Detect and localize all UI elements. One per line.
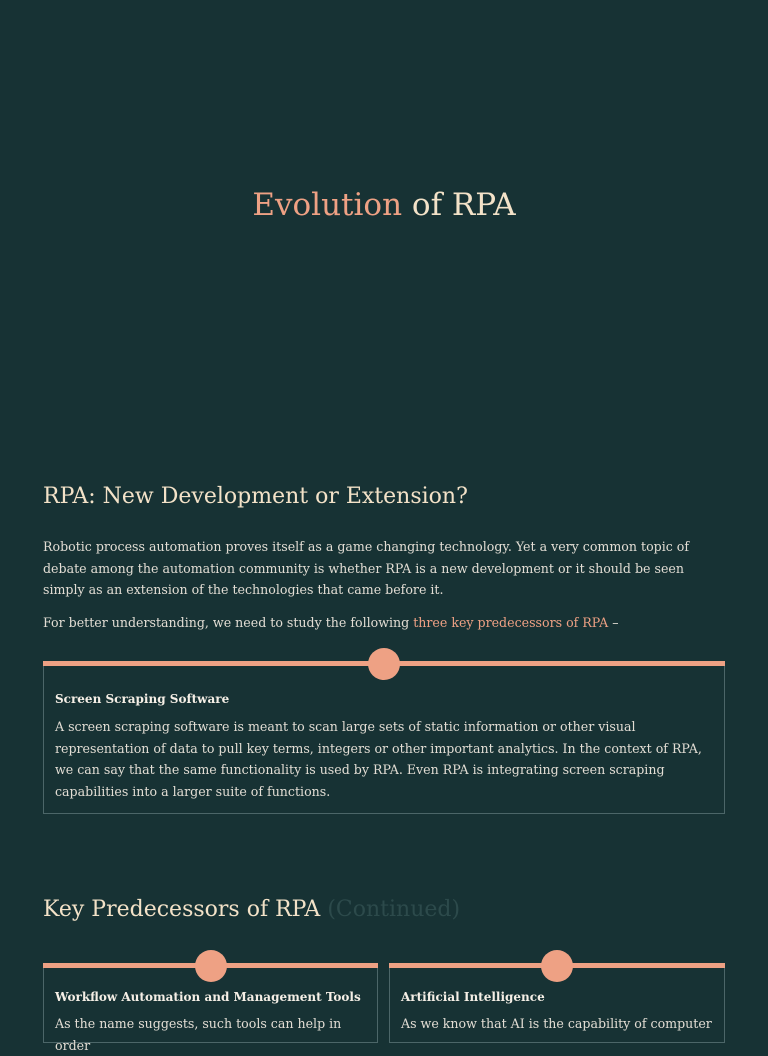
timeline-dot — [541, 950, 573, 982]
card-title: Screen Scraping Software — [55, 692, 230, 706]
card-title: Workflow Automation and Management Tools — [55, 990, 361, 1004]
workflow-automation-card — [43, 963, 378, 1053]
screen-scraping-card — [43, 661, 725, 814]
card-body: As the name suggests, such tools can help in order — [55, 1016, 342, 1053]
timeline-dot — [195, 950, 227, 982]
card-title: Artificial Intelligence — [401, 990, 545, 1004]
card-body: A screen scraping software is meant to scan large sets of static information or other visual representation of data to pull key terms, integers or other important analytics. In the context of RPA, we can say that the same functionality is used by RPA. Even RPA is integrating screen scraping capabilities into a larger suite of functions. — [55, 719, 702, 799]
intro-paragraph: Robotic process automation proves itself as a game changing technology. Yet a very common topic of debate among the automation community is whether RPA is a new development or it should be seen simply as an extension of the technologies that came before it. — [43, 539, 690, 597]
section-heading-predecessors — [43, 895, 460, 925]
lead-paragraph — [43, 612, 725, 634]
page-title-rest: of RPA — [411, 187, 516, 223]
lead-text: For better understanding, we need to study the following — [43, 615, 414, 630]
lead-suffix: – — [608, 615, 619, 630]
section-heading-continued: (Continued) — [327, 897, 461, 922]
section-heading-development: RPA: New Development or Extension? — [43, 484, 468, 509]
page-title-accent: Evolution — [252, 187, 403, 223]
page-title — [0, 183, 768, 227]
card-body: As we know that AI is the capability of computer — [401, 1016, 712, 1031]
predecessors-link[interactable]: three key predecessors of RPA — [413, 615, 609, 630]
artificial-intelligence-card — [389, 963, 725, 1043]
timeline-dot — [368, 648, 400, 680]
section-heading-text: Key Predecessors of RPA — [43, 897, 321, 922]
